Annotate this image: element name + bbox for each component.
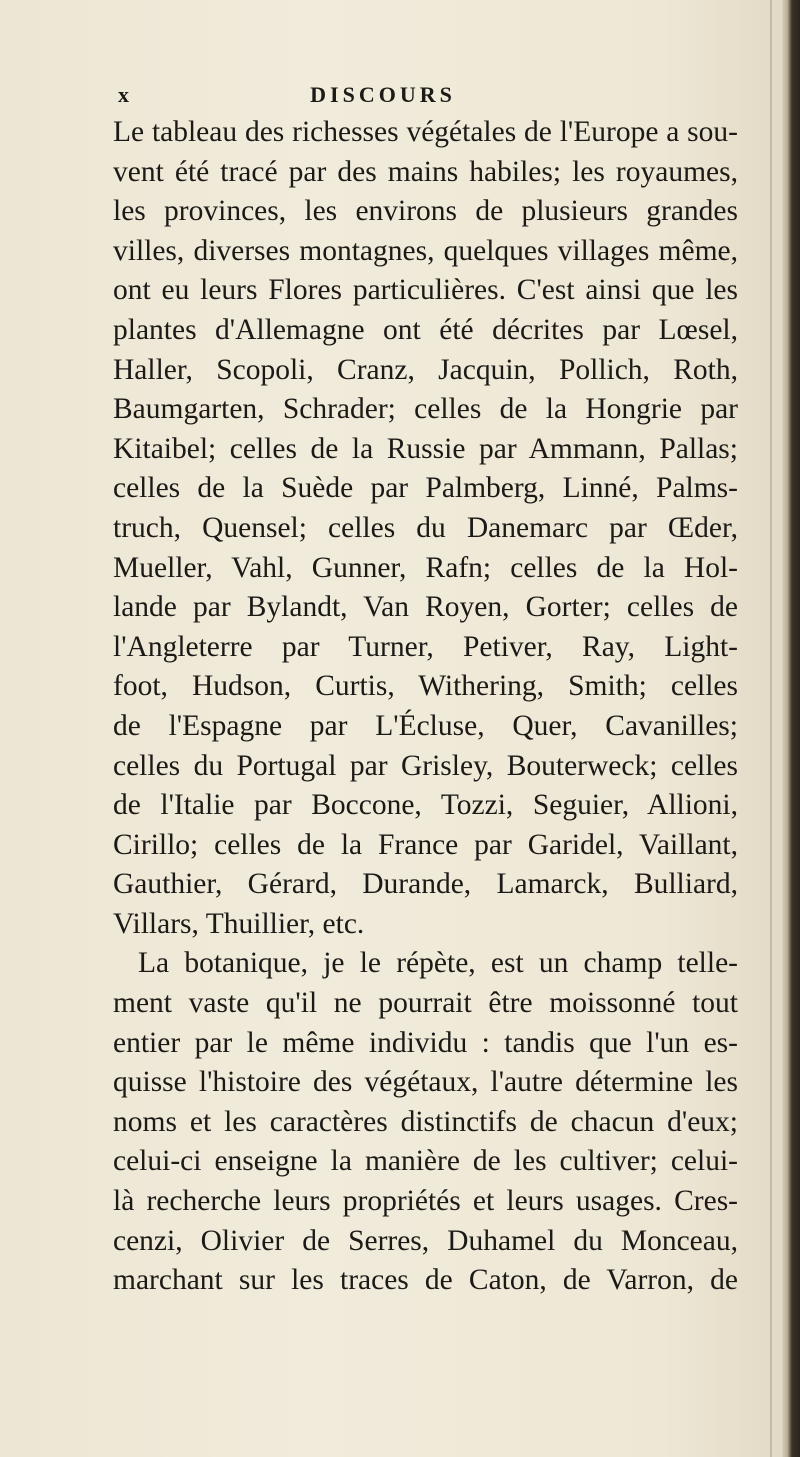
page-fold-line	[770, 0, 772, 1457]
text-line: Gauthier, Gérard, Durande, Lamarck, Bulliard,	[113, 868, 738, 901]
text-line: Kitaibel; celles de la Russie par Ammann, Pallas;	[113, 432, 738, 465]
text-line: celui-ci enseigne la manière de les cultiver; celui-	[113, 1145, 738, 1178]
page-number: x	[118, 82, 129, 107]
text-line: plantes d'Allemagne ont été décrites par Lœsel,	[113, 313, 738, 346]
text-line: Baumgarten, Schrader; celles de la Hongrie par	[113, 393, 738, 426]
body-text	[113, 113, 738, 1301]
running-title: DISCOURS	[310, 82, 456, 107]
text-line: marchant sur les traces de Caton, de Varron, de	[113, 1264, 738, 1297]
running-head	[118, 82, 738, 112]
text-line: de l'Espagne par L'Écluse, Quer, Cavanilles;	[113, 709, 738, 742]
text-line: celles de la Suède par Palmberg, Linné, Palms-	[113, 472, 738, 505]
text-line: Cirillo; celles de la France par Garidel, Vaillant,	[113, 828, 738, 861]
text-line: vent été tracé par des mains habiles; les royaumes,	[113, 155, 738, 188]
text-line: là recherche leurs propriétés et leurs usages. Cres-	[113, 1185, 738, 1218]
text-line: cenzi, Olivier de Serres, Duhamel du Monceau,	[113, 1224, 738, 1257]
text-line: ment vaste qu'il ne pourrait être moissonné tout	[113, 987, 738, 1020]
text-line: Mueller, Vahl, Gunner, Rafn; celles de la Hol-	[113, 551, 738, 584]
text-line: quisse l'histoire des végétaux, l'autre détermine les	[113, 1066, 738, 1099]
text-line: noms et les caractères distinctifs de chacun d'eux;	[113, 1105, 738, 1138]
text-line: foot, Hudson, Curtis, Withering, Smith; celles	[113, 670, 738, 703]
text-line: villes, diverses montagnes, quelques villages même,	[113, 234, 738, 267]
text-line: truch, Quensel; celles du Danemarc par Œder,	[113, 511, 738, 544]
text-line: de l'Italie par Boccone, Tozzi, Seguier, Allioni,	[113, 789, 738, 822]
book-spine-edge	[782, 0, 800, 1457]
text-line: Le tableau des richesses végétales de l'Europe a sou-	[113, 116, 738, 148]
text-line: lande par Bylandt, Van Royen, Gorter; celles de	[113, 591, 738, 624]
text-line: celles du Portugal par Grisley, Bouterweck; celles	[113, 749, 738, 782]
text-line: l'Angleterre par Turner, Petiver, Ray, Light-	[113, 630, 738, 663]
paragraph-start-line: La botanique, je le répète, est un champ telle-	[138, 947, 738, 980]
text-line: Haller, Scopoli, Cranz, Jacquin, Pollich, Roth,	[113, 353, 738, 386]
paragraph-end-line: Villars, Thuillier, etc.	[113, 907, 365, 940]
text-line: ont eu leurs Flores particulières. C'est ainsi que les	[113, 274, 738, 307]
text-line: les provinces, les environs de plusieurs grandes	[113, 195, 738, 228]
text-line: entier par le même individu : tandis que l'un es-	[113, 1026, 738, 1059]
